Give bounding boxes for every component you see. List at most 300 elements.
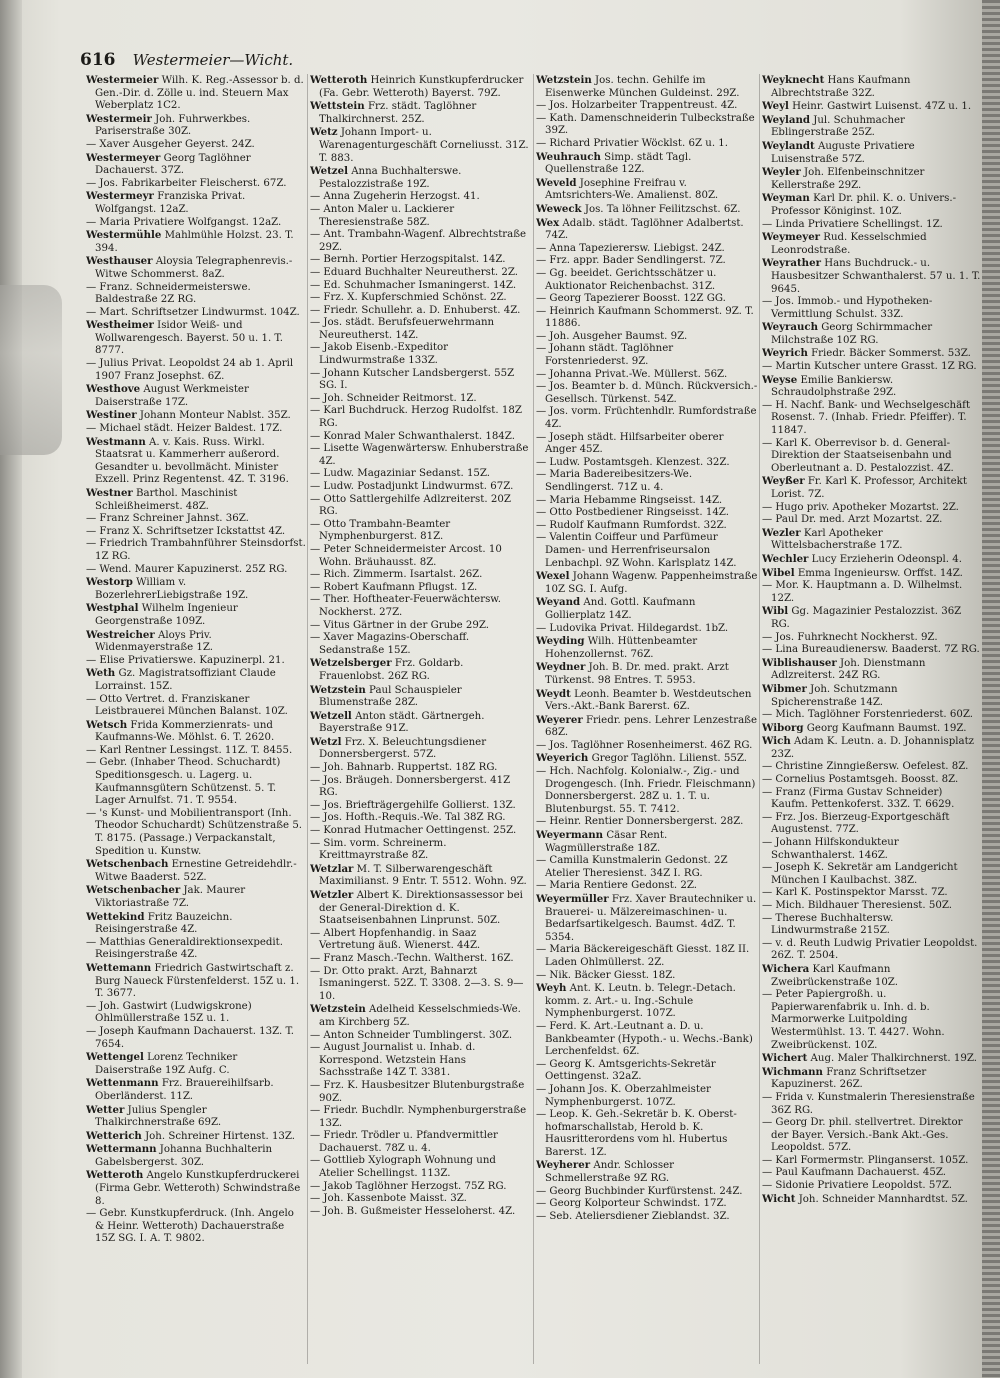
entry-text: Johann Monteur Nablst. 35Z.	[139, 410, 291, 422]
directory-entry	[536, 203, 758, 217]
directory-entry	[86, 229, 306, 255]
entry-surname: Wichmann	[762, 1065, 823, 1078]
directory-entry	[86, 255, 306, 281]
directory-entry	[86, 487, 306, 513]
entry-text: — Joseph K. Sekretär am Landgericht München I Kaulbachst. 38Z.	[762, 862, 958, 886]
entry-text: — Johann städt. Taglöhner Forstenriederst. 9Z.	[536, 343, 674, 368]
entry-text: — Ludw. Postamtsgeh. Klenzest. 32Z.	[536, 456, 730, 468]
entry-surname: Westermeir	[86, 112, 152, 125]
directory-entry	[536, 520, 758, 533]
entry-text: — Eduard Buchhalter Neureutherst. 2Z.	[310, 266, 519, 278]
entry-text: — Georg K. Amtsgerichts-Sekretär Oettingenst. 32aZ.	[536, 1058, 716, 1083]
directory-entry	[762, 114, 982, 140]
directory-entry	[536, 532, 758, 570]
entry-surname: Westermeyer	[86, 151, 161, 164]
directory-entry	[310, 594, 532, 619]
entry-text: Johann Wagenw. Pappenheimstraße 10Z SG. I. Aufg.	[545, 571, 758, 595]
entry-surname: Wich	[762, 735, 791, 748]
directory-entry	[310, 632, 532, 657]
entry-text: — Nik. Bäcker Giesst. 18Z.	[536, 969, 676, 981]
entry-text: Georg Kaufmann Baumst. 19Z.	[806, 722, 967, 734]
directory-entry	[762, 400, 982, 438]
entry-surname: Westner	[86, 487, 133, 499]
directory-entry	[536, 661, 758, 687]
entry-text: Joh. Schneider Mannhardtst. 5Z.	[798, 1193, 968, 1205]
directory-entry	[536, 457, 758, 470]
directory-entry	[762, 567, 982, 581]
entry-text: Auguste Privatiere Luisenstraße 57Z.	[771, 140, 915, 165]
entry-text: — Ludw. Postadjunkt Lindwurmst. 67Z.	[310, 481, 514, 492]
directory-entry	[536, 306, 758, 331]
entry-text: — Friedrich Trambahnführer Steinsdorfst. 1Z RG.	[86, 538, 306, 562]
directory-entry	[86, 655, 306, 668]
entry-text: — Jos. Taglöhner Rosenheimerst. 46Z RG.	[536, 739, 753, 751]
directory-entry	[310, 1105, 532, 1130]
entry-surname: Weyermüller	[536, 893, 609, 905]
entry-surname: Weyl	[762, 100, 789, 113]
directory-entry	[762, 140, 982, 166]
entry-text: — Joh. Ausgeher Baumst. 9Z.	[536, 330, 688, 342]
directory-entry	[310, 254, 532, 267]
directory-entry	[86, 74, 306, 113]
entry-text: Heinrich Kunstkupferdrucker (Fa. Gebr. Wetteroth) Bayerst. 79Z.	[319, 75, 524, 99]
directory-entry	[86, 719, 306, 745]
entry-text: Aloys Priv. Widenmayerstraße 1Z.	[95, 629, 214, 654]
directory-entry	[762, 374, 982, 400]
entry-text: — Johann Kutscher Landsbergerst. 55Z SG. I.	[310, 367, 515, 392]
entry-surname: Wettermann	[86, 1143, 157, 1156]
book-gutter	[0, 0, 22, 1378]
entry-surname: Wetzler	[310, 889, 354, 901]
directory-entry	[762, 321, 982, 347]
entry-surname: Wicht	[762, 1192, 796, 1205]
entry-text: Franziska Privat. Wolfgangst. 12aZ.	[95, 191, 246, 215]
entry-surname: Weydner	[536, 661, 586, 674]
entry-surname: Wettengel	[86, 1051, 144, 1064]
directory-entry	[86, 1130, 306, 1144]
entry-text: — Jos. Bräugeh. Donnersbergerst. 41Z RG.	[310, 774, 511, 799]
entry-surname: Wibel	[762, 566, 795, 579]
entry-text: — Frz. appr. Bader Sendlingerst. 7Z.	[536, 255, 726, 267]
directory-entry	[762, 502, 982, 515]
entry-surname: Wiblishauser	[762, 656, 837, 669]
entry-text: — Joseph städt. Hilfsarbeiter oberer Anger 45Z.	[536, 431, 724, 456]
directory-entry	[536, 495, 758, 508]
directory-entry	[86, 282, 306, 307]
entry-text: — Ed. Schuhmacher Ismaningerst. 14Z.	[310, 279, 517, 291]
entry-text: — Karl K. Postinspektor Marsst. 7Z.	[762, 887, 948, 899]
entry-text: — Franz X. Schriftsetzer Ickstattst 4Z.	[86, 525, 286, 537]
directory-entry	[762, 837, 982, 862]
directory-entry	[310, 443, 532, 468]
entry-surname: Wichera	[762, 962, 810, 975]
entry-text: Joh. B. Dr. med. prakt. Arzt Türkenst. 98 Entres. T. 5953.	[545, 662, 729, 686]
entry-surname: Westermühle	[86, 229, 162, 242]
entry-text: — Matthias Generaldirektionsexpedit. Reisingerstraße 4Z.	[86, 936, 283, 961]
entry-text: Rud. Kesselschmied Leonrodstraße.	[771, 232, 927, 256]
directory-entry	[310, 1130, 532, 1155]
entry-text: Johann Import- u. Warenagenturgeschäft Corneliusst. 31Z. T. 883.	[319, 127, 529, 164]
directory-entry	[86, 576, 306, 602]
entry-text: — v. d. Reuth Ludwig Privatier Leopoldst. 26Z. T. 2504.	[762, 937, 978, 962]
entry-text: Wilh. K. Reg.-Assessor b. d. Gen.-Dir. d. Zölle u. ind. Steuern Max Weberplatz 1C2.	[95, 75, 304, 112]
entry-text: — Frida v. Kunstmalerin Theresienstraße 36Z RG.	[762, 1091, 975, 1116]
entry-text: Fr. Karl K. Professor, Architekt Lorist. 7Z.	[771, 476, 967, 500]
entry-surname: Wettenmann	[86, 1077, 159, 1090]
directory-entry	[536, 113, 758, 138]
entry-surname: Weyrather	[762, 257, 821, 270]
entry-surname: Weyermann	[536, 829, 604, 842]
directory-entry	[762, 774, 982, 787]
entry-text: — Anton Schneider Tumblingerst. 30Z.	[310, 1029, 513, 1041]
directory-entry	[86, 383, 306, 409]
entry-text: — Joh. Bahnarb. Ruppertst. 18Z RG.	[310, 762, 498, 774]
entry-text: — Bernh. Portier Herzogspitalst. 14Z.	[310, 254, 506, 266]
entry-text: — Paul Kaufmann Dachauerst. 45Z.	[762, 1167, 947, 1179]
entry-text: — Maria Bäckereigeschäft Giesst. 18Z II. Laden Ohlmüllerst. 2Z.	[536, 944, 750, 968]
directory-entry	[536, 570, 758, 596]
entry-surname: Wetsch	[86, 718, 128, 731]
directory-entry	[762, 812, 982, 837]
entry-text: Ant. K. Leutn. b. Telegr.-Detach. komm. z. Art.- u. Ing.-Schule Nymphenburgerst. 107Z.	[545, 983, 736, 1020]
directory-entry	[86, 1208, 306, 1246]
entry-text: August Werkmeister Daiserstraße 17Z.	[95, 384, 249, 408]
directory-entry	[762, 192, 982, 218]
directory-entry	[536, 944, 758, 969]
directory-entry	[310, 100, 532, 126]
entry-text: — Seb. Ateliersdiener Zieblandst. 3Z.	[536, 1210, 730, 1222]
directory-entry	[536, 1021, 758, 1059]
directory-entry	[310, 1042, 532, 1080]
entry-surname: Wetzstein	[536, 74, 592, 86]
directory-entry	[762, 1193, 982, 1207]
entry-text: — Jos. Fuhrknecht Nockherst. 9Z.	[762, 631, 938, 643]
entry-text: — Jos. Hofth.-Requis.-We. Tal 38Z RG.	[310, 812, 506, 824]
directory-entry	[536, 893, 758, 944]
directory-entry	[536, 1186, 758, 1199]
entry-surname: Weyßer	[762, 475, 805, 488]
entry-surname: Wibl	[762, 605, 789, 618]
entry-text: — Wend. Maurer Kapuzinerst. 25Z RG.	[86, 563, 288, 575]
entry-surname: Weyler	[762, 166, 801, 179]
entry-text: — Hch. Nachfolg. Kolonialw.-, Zig.- und Drogengesch. (Inh. Friedr. Fleischmann) Donnersbergerst. 28Z u. 1. T. u. Blutenburgst. 55. T. 7412.	[536, 766, 756, 815]
entry-text: Hans Kaufmann Albrechtstraße 32Z.	[771, 75, 911, 99]
entry-text: Anton städt. Gärtnergeh. Bayerstraße 91Z.	[319, 710, 485, 735]
directory-entry	[86, 962, 306, 1001]
directory-entry	[86, 178, 306, 191]
entry-surname: Wetschenbach	[86, 858, 169, 871]
directory-entry	[310, 191, 532, 204]
entry-surname: Weyherer	[536, 1159, 591, 1172]
directory-entry	[310, 620, 532, 633]
entry-surname: Weyrich	[762, 347, 808, 360]
entry-text: Adelheid Kesselschmieds-We. am Kirchberg 5Z.	[319, 1004, 521, 1028]
entry-text: Cäsar Rent. Wagmüllerstraße 18Z.	[545, 830, 668, 854]
directory-entry	[762, 938, 982, 963]
directory-entry	[310, 519, 532, 544]
page-stack-edge	[982, 0, 1000, 1378]
directory-entry	[310, 204, 532, 229]
entry-text: — Joh. Gastwirt (Ludwigskrone) Ohlmüllerstraße 15Z u. 1.	[86, 1000, 252, 1025]
entry-text: Gg. Magazinier Pestalozzist. 36Z RG.	[771, 606, 962, 630]
directory-entry	[310, 1181, 532, 1194]
entry-text: — Valentin Coiffeur und Parfümeur Damen- und Herrenfriseursalon Lenbachpl. 9Z Wohn. Karlsplatz 14Z.	[536, 532, 737, 569]
directory-entry	[762, 735, 982, 761]
entry-text: — Jos. Immob.- und Hypotheken-Vermittlung Schulst. 33Z.	[762, 296, 933, 320]
entry-text: — Karl Buchdruck. Herzog Rudolfst. 18Z RG.	[310, 405, 522, 430]
directory-entry	[762, 761, 982, 774]
directory-entry	[86, 757, 306, 807]
entry-text: Simp. städt Tagl. Quellenstraße 12Z.	[545, 151, 692, 176]
directory-entry	[86, 152, 306, 178]
entry-surname: Wibmer	[762, 682, 807, 695]
entry-text: — Karl Rentner Lessingst. 11Z. T. 8455.	[86, 744, 293, 756]
directory-entry	[310, 1030, 532, 1043]
entry-surname: Wetzl	[310, 735, 342, 748]
directory-entry	[310, 1193, 532, 1206]
entry-surname: Weyknecht	[762, 74, 825, 86]
entry-text: — Frz. X. Kupferschmied Schönst. 2Z.	[310, 292, 507, 304]
directory-entry	[762, 257, 982, 296]
entry-surname: Westphal	[86, 602, 139, 615]
entry-text: Julius Spengler Thalkirchnerstraße 69Z.	[95, 1104, 222, 1129]
entry-text: — Jos. Fabrikarbeiter Fleischerst. 67Z.	[86, 177, 287, 189]
entry-text: Joh. Dienstmann Adlzreiterst. 24Z RG.	[771, 657, 926, 682]
directory-entry	[536, 432, 758, 457]
entry-text: — Christine Zinngießersw. Oefelest. 8Z.	[762, 761, 969, 773]
directory-entry	[536, 982, 758, 1021]
directory-entry	[310, 928, 532, 953]
entry-text: — Camilla Kunstmalerin Gedonst. 2Z Atelier Theresienst. 34Z I. RG.	[536, 855, 728, 879]
directory-entry	[310, 368, 532, 393]
entry-text: — Franz Masch.-Techn. Waltherst. 16Z.	[310, 952, 514, 964]
entry-text: — Albert Hopfenhandig. in Saaz Vertretung äuß. Wienerst. 44Z.	[310, 927, 481, 952]
entry-text: — Karl Formermstr. Plinganserst. 105Z.	[762, 1154, 969, 1166]
entry-text: Friedr. Bäcker Sommerst. 53Z.	[811, 348, 971, 360]
entry-surname: Weylandt	[762, 139, 815, 152]
directory-entry	[762, 475, 982, 501]
entry-surname: Wetzstein	[310, 683, 366, 696]
entry-text: — Jakob Eisenb.-Expeditor Lindwurmstraße 133Z.	[310, 342, 448, 367]
directory-entry	[536, 74, 758, 100]
directory-entry	[310, 657, 532, 683]
entry-text: — Joh. Kassenbote Maisst. 3Z.	[310, 1193, 467, 1205]
entry-surname: Weth	[86, 667, 116, 680]
entry-text: — Hugo priv. Apotheker Mozartst. 2Z.	[762, 501, 959, 513]
directory-entry	[536, 1059, 758, 1084]
directory-entry	[310, 431, 532, 444]
directory-column-4	[762, 74, 982, 1374]
directory-entry	[310, 1206, 532, 1219]
directory-entry	[536, 507, 758, 520]
directory-entry	[762, 553, 982, 567]
entry-text: — Karl K. Oberrevisor b. d. General-Direktion der Staatseisenbahn und Oberleutnant a. D. Pestalozzist. 4Z.	[762, 437, 954, 474]
directory-entry	[86, 113, 306, 139]
entry-text: — Maria Privatiere Wolfgangst. 12aZ.	[86, 216, 282, 228]
entry-surname: Wetterich	[86, 1129, 142, 1142]
directory-entry	[762, 219, 982, 232]
entry-text: — Anna Zugeherin Herzogst. 41.	[310, 191, 480, 203]
directory-entry	[536, 469, 758, 494]
entry-text: Frida Kommerzienrats- und Kaufmanns-We. Möhlst. 6. T. 2620.	[95, 719, 275, 744]
entry-text: — Johann Jos. K. Oberzahlmeister Nymphenburgerst. 107Z.	[536, 1083, 711, 1108]
entry-text: Barthol. Maschinist Schleißheimerst. 48Z.	[95, 488, 238, 512]
entry-surname: Wiborg	[762, 721, 804, 734]
directory-entry	[762, 989, 982, 1052]
directory-entry	[86, 694, 306, 719]
entry-surname: Weyh	[536, 982, 567, 995]
directory-entry	[86, 436, 306, 487]
directory-entry	[536, 623, 758, 636]
entry-text: — Heinr. Rentier Donnersbergerst. 28Z.	[536, 816, 744, 828]
entry-text: — Konrad Maler Schwanthalerst. 184Z.	[310, 430, 515, 442]
entry-text: Emilie Bankiersw. Schraudolphstraße 29Z.	[771, 374, 897, 399]
entry-surname: Weyerer	[536, 713, 583, 726]
directory-column-1	[86, 74, 306, 1374]
entry-surname: Wettstein	[310, 100, 365, 113]
entry-text: Karl Apotheker Wittelsbacherstraße 17Z.	[771, 527, 903, 552]
directory-entry	[536, 331, 758, 344]
directory-entry	[310, 812, 532, 825]
entry-text: Paul Schauspieler Blumenstraße 28Z.	[319, 684, 462, 709]
entry-text: — Sim. vorm. Schreinerm. Kreittmayrstraße 8Z.	[310, 837, 447, 862]
directory-entry	[536, 1084, 758, 1109]
entry-text: Isidor Weiß- und Wollwarengesch. Bayerst. 50 u. 1. T. 8777.	[95, 320, 283, 357]
directory-entry	[762, 605, 982, 631]
directory-entry	[762, 1052, 982, 1066]
entry-text: Lucy Erzieherin Odeonspl. 4.	[811, 553, 962, 565]
directory-entry	[762, 438, 982, 476]
directory-entry	[310, 953, 532, 966]
directory-entry	[86, 190, 306, 216]
directory-entry	[536, 1159, 758, 1185]
entry-text: And. Gottl. Kaufmann Gollierplatz 14Z.	[545, 597, 696, 621]
directory-entry	[310, 569, 532, 582]
directory-entry	[762, 1167, 982, 1180]
directory-entry	[762, 514, 982, 527]
directory-entry	[310, 267, 532, 280]
entry-surname: Wetzell	[310, 709, 352, 722]
entry-surname: Wettekind	[86, 910, 145, 923]
page-header	[80, 50, 293, 72]
entry-text: — Therese Buchhaltersw. Lindwurmstraße 215Z.	[762, 912, 894, 937]
entry-text: — Otto Vertret. d. Franziskaner Leistbrauerei München Balanst. 10Z.	[86, 693, 288, 718]
directory-entry	[86, 808, 306, 858]
entry-text: — Joh. B. Gußmeister Hesseloherst. 4Z.	[310, 1205, 516, 1217]
entry-surname: Weyman	[762, 192, 810, 205]
entry-text: Johanna Buchhalterin Gabelsbergerst. 30Z.	[95, 1144, 273, 1168]
directory-entry	[86, 139, 306, 152]
directory-entry	[762, 683, 982, 709]
entry-text: Anna Buchhalterswe. Pestalozzistraße 19Z.	[319, 166, 462, 190]
entry-surname: Weymeyer	[762, 231, 821, 244]
directory-entry	[310, 544, 532, 569]
directory-entry	[86, 513, 306, 526]
directory-entry	[762, 632, 982, 645]
directory-entry	[536, 635, 758, 661]
entry-surname: Westhove	[86, 383, 141, 396]
directory-entry	[536, 816, 758, 829]
directory-entry	[762, 887, 982, 900]
entry-surname: Wetter	[86, 1103, 125, 1116]
entry-text: — Mart. Schriftsetzer Lindwurmst. 104Z.	[86, 306, 300, 318]
entry-surname: Westmann	[86, 435, 146, 448]
entry-surname: Westorp	[86, 576, 133, 589]
entry-surname: Wezler	[762, 526, 801, 539]
directory-entry	[536, 1109, 758, 1159]
directory-entry	[310, 582, 532, 595]
entry-text: — Anna Tapezierersw. Liebigst. 24Z.	[536, 242, 725, 254]
entry-text: — Gebr. (Inhaber Theod. Schuchardt) Speditionsgesch. u. Lagerg. u. Kaufmannsgütern Schützenst. 5. T. Lager Arnulfst. 71. T. 9554.	[86, 757, 281, 807]
directory-entry	[86, 667, 306, 693]
entry-text: Karl Kaufmann Zweibrückenstraße 10Z.	[771, 963, 898, 988]
directory-entry	[536, 406, 758, 431]
entry-text: Friedr. pens. Lehrer Lenzestraße 68Z.	[545, 714, 757, 739]
entry-text: — Konrad Hutmacher Oettingenst. 25Z.	[310, 825, 517, 837]
directory-entry	[762, 862, 982, 887]
entry-surname: Westermeyr	[86, 190, 154, 203]
entry-text: — H. Nachf. Bank- und Wechselgeschäft Rosenst. 7. (Inhab. Friedr. Pfeiffer). T. 11847.	[762, 399, 971, 437]
directory-entry	[310, 280, 532, 293]
entry-text: Wilh. Hüttenbeamter Hohenzollernst. 76Z.	[545, 636, 698, 660]
directory-entry	[762, 166, 982, 192]
directory-entry	[86, 858, 306, 884]
directory-entry	[536, 369, 758, 382]
entry-text: — Georg Buchbinder Kurfürstenst. 24Z.	[536, 1185, 743, 1197]
directory-entry	[86, 1104, 306, 1130]
directory-entry	[86, 1143, 306, 1169]
entry-surname: Wetz	[310, 126, 338, 139]
entry-text: Adalb. städt. Taglöhner Adalbertst. 74Z.	[545, 217, 744, 242]
entry-text: — Jos. Beamter b. d. Münch. Rückversich.-Gesellsch. Türkenst. 54Z.	[536, 381, 758, 405]
directory-entry	[86, 319, 306, 358]
directory-entry	[310, 800, 532, 813]
entry-text: — Robert Kaufmann Pflugst. 1Z.	[310, 581, 478, 593]
entry-text: — Jos. vorm. Früchtenhdlr. Rumfordstraße 4Z.	[536, 406, 757, 431]
entry-text: Georg Schirmmacher Milchstraße 10Z RG.	[771, 322, 933, 346]
entry-surname: Weweck	[536, 202, 582, 215]
directory-entry	[310, 775, 532, 800]
entry-surname: Weyse	[762, 373, 798, 386]
entry-text: Gregor Taglöhn. Lilienst. 55Z.	[591, 753, 748, 765]
directory-entry	[762, 74, 982, 100]
directory-entry	[762, 100, 982, 114]
directory-entry	[86, 1169, 306, 1208]
directory-entry	[86, 745, 306, 758]
entry-text: — Lisette Wagenwärtersw. Enhuberstraße 4Z.	[310, 443, 529, 467]
entry-text: — Richard Privatier Wöcklst. 6Z u. 1.	[536, 137, 729, 149]
entry-text: — Otto Trambahn-Beamter Nymphenburgerst. 81Z.	[310, 518, 451, 543]
entry-text: — Jos. Briefträgergehilfe Gollierst. 13Z.	[310, 799, 516, 811]
directory-entry	[310, 889, 532, 928]
directory-entry	[310, 165, 532, 191]
entry-text: — Cornelius Postamtsgeh. Boosst. 8Z.	[762, 774, 959, 786]
entry-text: — Jos. städt. Berufsfeuerwehrmann Neureutherst. 14Z.	[310, 317, 495, 341]
directory-entry	[536, 1198, 758, 1211]
entry-text: Jos. techn. Gehilfe im Eisenwerke München Guldeinst. 29Z.	[545, 75, 740, 99]
entry-text: Joh. Schreiner Hirtenst. 13Z.	[145, 1130, 296, 1142]
directory-entry	[86, 1051, 306, 1077]
entry-text: — Rich. Zimmerm. Isartalst. 26Z.	[310, 569, 483, 581]
entry-text: — Ludovika Privat. Hildegardst. 1bZ.	[536, 622, 729, 634]
column-divider	[533, 74, 534, 1364]
directory-entry	[536, 766, 758, 816]
page-number: 616	[80, 50, 116, 70]
entry-text: Gz. Magistratsoffiziant Claude Lorrainst. 15Z.	[95, 668, 276, 692]
directory-entry	[762, 296, 982, 321]
entry-text: — Ther. Hoftheater-Feuerwächtersw. Nockherst. 27Z.	[310, 594, 502, 618]
entry-surname: Westiner	[86, 409, 137, 422]
